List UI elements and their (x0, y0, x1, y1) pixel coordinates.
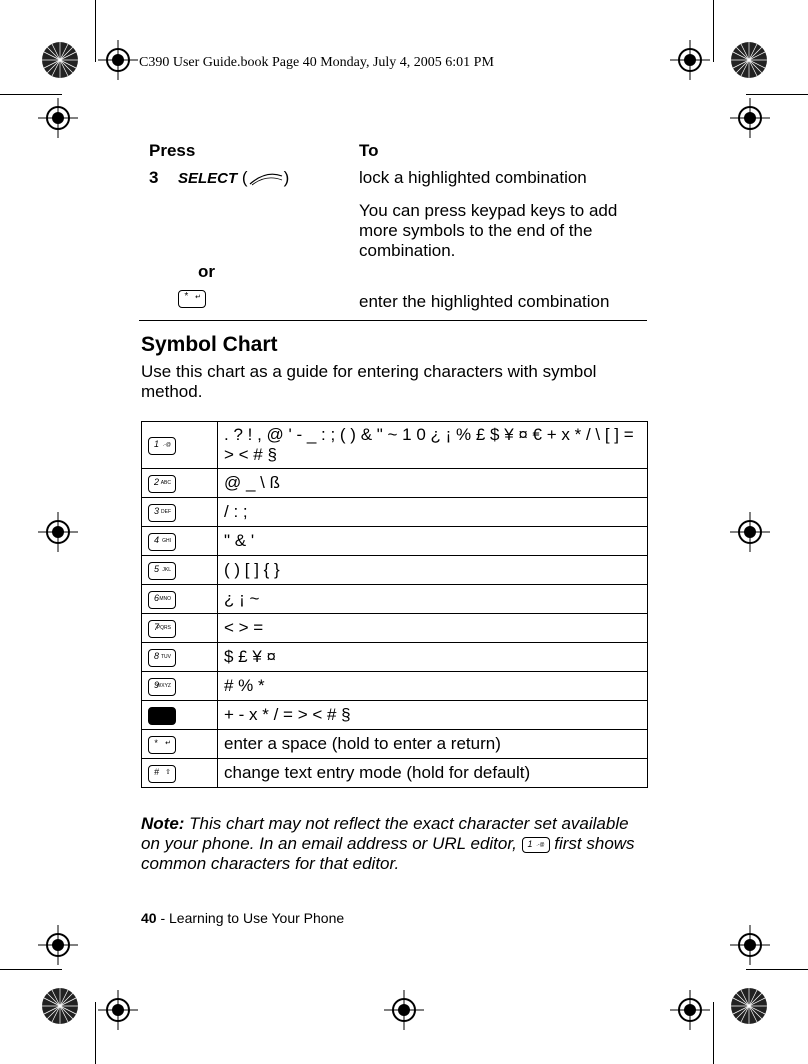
star-key-icon: * ↵ (178, 290, 206, 308)
symbol-list: / : ; (218, 498, 648, 527)
registration-mark-icon (670, 40, 710, 80)
symbol-list: $ £ ¥ ¤ (218, 643, 648, 672)
table-row (142, 469, 648, 498)
key-9-icon: 9 WXYZ (148, 678, 176, 696)
symbol-list: # % * (218, 672, 648, 701)
crop-mark (95, 1002, 96, 1064)
crop-mark (0, 969, 62, 970)
table-row (142, 585, 648, 614)
key-7-icon: 7 PQRS (148, 620, 176, 638)
note-paragraph: Note: This chart may not reflect the exact character set available on your phone. In an email address or URL editor, 1 .-@ first shows common characters for that editor. (141, 814, 635, 873)
select-key-instruction: SELECT ( ) (178, 168, 290, 187)
symbol-list: " & ' (218, 527, 648, 556)
symbol-chart-table (141, 421, 648, 788)
registration-mark-icon (98, 990, 138, 1030)
symbol-list: + - x * / = > < # § (218, 701, 648, 730)
table-row (142, 701, 648, 730)
symbol-list: ( ) [ ] { } (218, 556, 648, 585)
footer-chapter: - Learning to Use Your Phone (156, 910, 345, 926)
crop-mark (746, 969, 808, 970)
key-6-icon: 6 MNO (148, 591, 176, 609)
section-divider (139, 320, 647, 321)
lock-description: lock a highlighted combination (359, 168, 587, 187)
symbol-list: enter a space (hold to enter a return) (218, 730, 648, 759)
symbol-list: < > = (218, 614, 648, 643)
registration-mark-icon (38, 925, 78, 965)
intro-text: Use this chart as a guide for entering characters with symbol method. (141, 362, 597, 401)
table-row (142, 730, 648, 759)
key-4-icon: 4 GHI (148, 533, 176, 551)
softkey-icon (248, 172, 284, 186)
key-1-icon: 1 .-@ (522, 837, 550, 853)
symbol-list: . ? ! , @ ' - _ : ; ( ) & " ~ 1 0 ¿ ¡ % £ $ ¥ ¤ € + x * / \ [ ] = > < # § (218, 422, 648, 469)
crop-mark (95, 0, 96, 62)
starburst-mark-icon (40, 986, 80, 1026)
key-2-icon: 2 ABC (148, 475, 176, 493)
key-1-icon: 1 .-@ (148, 437, 176, 455)
note-label: Note: (141, 814, 185, 833)
registration-mark-icon (670, 990, 710, 1030)
starburst-mark-icon (40, 40, 80, 80)
star-key-icon: * ↵ (148, 736, 176, 754)
table-row (142, 614, 648, 643)
crop-mark (0, 94, 62, 95)
or-label: or (198, 262, 215, 281)
table-row (142, 643, 648, 672)
pound-key-icon: # ⇧ (148, 765, 176, 783)
symbol-list: change text entry mode (hold for default) (218, 759, 648, 788)
registration-mark-icon (98, 40, 138, 80)
step-number: 3 (149, 168, 159, 187)
key-0-icon (148, 707, 176, 725)
registration-mark-icon (38, 98, 78, 138)
enter-description: enter the highlighted combination (359, 292, 610, 311)
registration-mark-icon (730, 98, 770, 138)
table-row (142, 498, 648, 527)
starburst-mark-icon (729, 40, 769, 80)
symbol-list: @ _ \ ß (218, 469, 648, 498)
table-row (142, 556, 648, 585)
registration-mark-icon (730, 512, 770, 552)
crop-mark (746, 94, 808, 95)
page-footer (141, 910, 344, 926)
section-title: Symbol Chart (141, 333, 278, 356)
starburst-mark-icon (729, 986, 769, 1026)
key-8-icon: 8 TUV (148, 649, 176, 667)
key-3-icon: 3 DEF (148, 504, 176, 522)
book-header: C390 User Guide.book Page 40 Monday, July 4, 2005 6:01 PM (139, 55, 494, 70)
registration-mark-icon (384, 990, 424, 1030)
to-column-header: To (359, 141, 379, 160)
crop-mark (713, 0, 714, 62)
symbol-list: ¿ ¡ ~ (218, 585, 648, 614)
table-row (142, 422, 648, 469)
key-5-icon: 5 JKL (148, 562, 176, 580)
table-row (142, 672, 648, 701)
table-row (142, 527, 648, 556)
page-number: 40 (141, 910, 157, 926)
press-column-header: Press (149, 141, 196, 160)
add-symbols-description: You can press keypad keys to add more symbols to the end of the combination. (359, 201, 618, 260)
registration-mark-icon (730, 925, 770, 965)
select-softkey-label: SELECT (178, 170, 238, 187)
table-row (142, 759, 648, 788)
crop-mark (713, 1002, 714, 1064)
registration-mark-icon (38, 512, 78, 552)
